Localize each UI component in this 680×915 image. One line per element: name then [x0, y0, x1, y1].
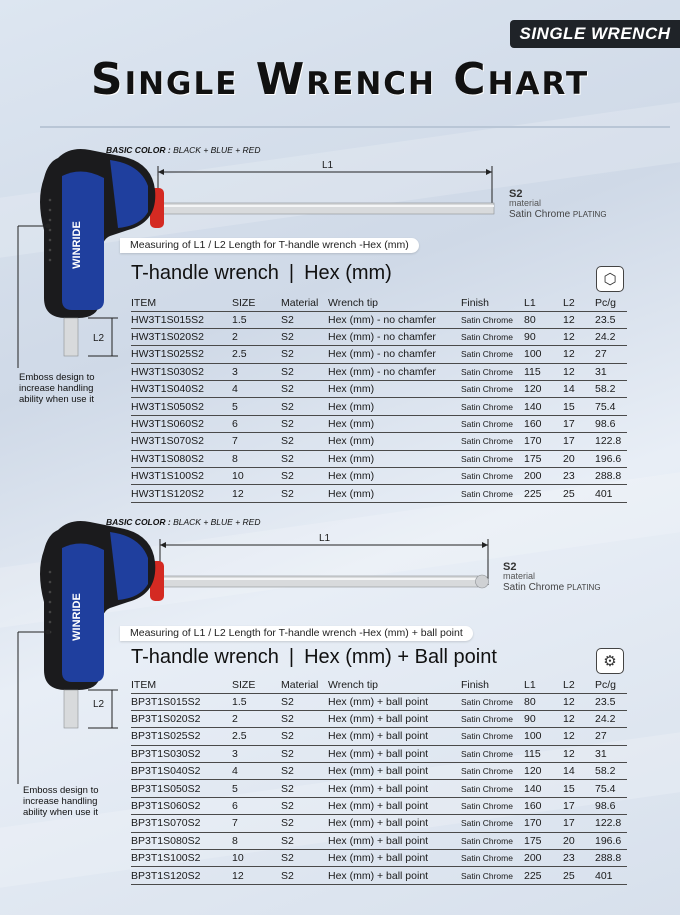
wrench-tip-cell: Hex (mm) + ball point [328, 745, 461, 762]
item-code-cell: HW3T1S060S2 [131, 415, 232, 432]
l1-length-cell: 120 [524, 381, 563, 398]
spec-table-ball-point [131, 677, 627, 885]
weight-cell: 98.6 [595, 415, 627, 432]
l1-length-cell: 115 [524, 363, 563, 380]
weight-cell: 288.8 [595, 468, 627, 485]
section-title: T-handle wrench | Hex (mm) [131, 262, 392, 284]
col-header: SIZE [232, 677, 281, 693]
l2-dimension-label: L2 [93, 699, 105, 710]
weight-cell: 27 [595, 728, 627, 745]
finish-cell: Satin Chrome [461, 710, 524, 727]
size-cell: 2.5 [232, 346, 281, 363]
l1-length-cell: 120 [524, 763, 563, 780]
item-code-cell: HW3T1S015S2 [131, 311, 232, 328]
item-code-cell: BP3T1S080S2 [131, 832, 232, 849]
col-header: L2 [563, 677, 595, 693]
section-title: T-handle wrench | Hex (mm) + Ball point [131, 646, 497, 668]
l2-length-cell: 17 [563, 433, 595, 450]
finish-cell: Satin Chrome [461, 485, 524, 502]
finish-cell: Satin Chrome [461, 346, 524, 363]
material-cell: S2 [281, 346, 328, 363]
wrench-tip-cell: Hex (mm) [328, 450, 461, 467]
material-cell: S2 [281, 867, 328, 884]
wrench-tip-cell: Hex (mm) + ball point [328, 832, 461, 849]
l2-length-cell: 25 [563, 485, 595, 502]
l1-length-cell: 175 [524, 450, 563, 467]
finish-cell: Satin Chrome [461, 867, 524, 884]
wrench-tip-cell: Hex (mm) + ball point [328, 815, 461, 832]
l2-length-cell: 17 [563, 815, 595, 832]
l1-length-cell: 160 [524, 415, 563, 432]
table-row [131, 815, 627, 832]
weight-cell: 58.2 [595, 763, 627, 780]
wrench-tip-cell: Hex (mm) [328, 433, 461, 450]
weight-cell: 401 [595, 485, 627, 502]
wrench-tip-cell: Hex (mm) + ball point [328, 797, 461, 814]
finish-cell: Satin Chrome [461, 328, 524, 345]
finish-cell: Satin Chrome [461, 745, 524, 762]
material-cell: S2 [281, 832, 328, 849]
wrench-tip-cell: Hex (mm) [328, 468, 461, 485]
item-code-cell: HW3T1S120S2 [131, 485, 232, 502]
size-cell: 5 [232, 780, 281, 797]
l2-length-cell: 12 [563, 710, 595, 727]
l1-dimension-label: L1 [319, 533, 331, 544]
table-header-row [131, 677, 627, 693]
finish-cell: Satin Chrome [461, 433, 524, 450]
l2-length-cell: 17 [563, 797, 595, 814]
item-code-cell: HW3T1S040S2 [131, 381, 232, 398]
emboss-note: Emboss design to increase handling ability when use it [23, 785, 99, 818]
hex-tip-icon: ⬡ [596, 266, 624, 292]
size-cell: 7 [232, 815, 281, 832]
col-header: SIZE [232, 295, 281, 311]
material-cell: S2 [281, 381, 328, 398]
l1-length-cell: 200 [524, 850, 563, 867]
weight-cell: 122.8 [595, 433, 627, 450]
wrench-tip-cell: Hex (mm) + ball point [328, 867, 461, 884]
l2-length-cell: 12 [563, 363, 595, 380]
l1-length-cell: 225 [524, 485, 563, 502]
size-cell: 12 [232, 867, 281, 884]
table-row [131, 763, 627, 780]
col-header: Pc/g [595, 677, 627, 693]
wrench-tip-cell: Hex (mm) - no chamfer [328, 328, 461, 345]
weight-cell: 23.5 [595, 693, 627, 710]
weight-cell: 401 [595, 867, 627, 884]
wrench-tip-cell: Hex (mm) - no chamfer [328, 311, 461, 328]
item-code-cell: BP3T1S040S2 [131, 763, 232, 780]
finish-cell: Satin Chrome [461, 468, 524, 485]
l1-length-cell: 90 [524, 328, 563, 345]
material-cell: S2 [281, 780, 328, 797]
l1-length-cell: 90 [524, 710, 563, 727]
l2-length-cell: 20 [563, 450, 595, 467]
material-cell: S2 [281, 328, 328, 345]
col-header: Wrench tip [328, 295, 461, 311]
size-cell: 1.5 [232, 311, 281, 328]
wrench-tip-cell: Hex (mm) [328, 485, 461, 502]
finish-cell: Satin Chrome [461, 311, 524, 328]
l2-length-cell: 14 [563, 381, 595, 398]
col-header: Pc/g [595, 295, 627, 311]
measurement-caption: Measuring of L1 / L2 Length for T-handle wrench -Hex (mm) [120, 238, 419, 253]
weight-cell: 98.6 [595, 797, 627, 814]
item-code-cell: HW3T1S070S2 [131, 433, 232, 450]
l1-length-cell: 100 [524, 728, 563, 745]
weight-cell: 196.6 [595, 450, 627, 467]
material-cell: S2 [281, 485, 328, 502]
item-code-cell: BP3T1S015S2 [131, 693, 232, 710]
l1-length-cell: 200 [524, 468, 563, 485]
table-row [131, 693, 627, 710]
finish-cell: Satin Chrome [461, 797, 524, 814]
size-cell: 3 [232, 363, 281, 380]
material-badge: S2 material [503, 561, 536, 581]
size-cell: 10 [232, 468, 281, 485]
weight-cell: 23.5 [595, 311, 627, 328]
col-header: ITEM [131, 677, 232, 693]
material-cell: S2 [281, 468, 328, 485]
basic-color-note: BASIC COLOR : BLACK + BLUE + RED [106, 517, 261, 527]
size-cell: 2 [232, 328, 281, 345]
material-cell: S2 [281, 450, 328, 467]
table-row [131, 850, 627, 867]
finish-cell: Satin Chrome [461, 763, 524, 780]
size-cell: 4 [232, 381, 281, 398]
col-header: L1 [524, 295, 563, 311]
finish-cell: Satin Chrome [461, 398, 524, 415]
l2-length-cell: 23 [563, 850, 595, 867]
material-cell: S2 [281, 363, 328, 380]
size-cell: 12 [232, 485, 281, 502]
l2-length-cell: 12 [563, 728, 595, 745]
l1-length-cell: 115 [524, 745, 563, 762]
material-cell: S2 [281, 398, 328, 415]
l2-length-cell: 25 [563, 867, 595, 884]
col-header: ITEM [131, 295, 232, 311]
category-tag: SINGLE WRENCH [510, 20, 680, 48]
item-code-cell: BP3T1S030S2 [131, 745, 232, 762]
size-cell: 3 [232, 745, 281, 762]
size-cell: 5 [232, 398, 281, 415]
finish-cell: Satin Chrome [461, 832, 524, 849]
wrench-tip-cell: Hex (mm) + ball point [328, 728, 461, 745]
weight-cell: 75.4 [595, 398, 627, 415]
material-cell: S2 [281, 728, 328, 745]
col-header: Wrench tip [328, 677, 461, 693]
l1-length-cell: 100 [524, 346, 563, 363]
l1-length-cell: 160 [524, 797, 563, 814]
l2-length-cell: 12 [563, 346, 595, 363]
item-code-cell: HW3T1S100S2 [131, 468, 232, 485]
wrench-tip-cell: Hex (mm) + ball point [328, 780, 461, 797]
size-cell: 2.5 [232, 728, 281, 745]
wrench-tip-cell: Hex (mm) + ball point [328, 850, 461, 867]
material-cell: S2 [281, 710, 328, 727]
table-row [131, 710, 627, 727]
weight-cell: 24.2 [595, 328, 627, 345]
weight-cell: 24.2 [595, 710, 627, 727]
item-code-cell: BP3T1S070S2 [131, 815, 232, 832]
size-cell: 2 [232, 710, 281, 727]
table-row [131, 832, 627, 849]
l1-length-cell: 225 [524, 867, 563, 884]
col-header: Finish [461, 295, 524, 311]
l2-dimension-label: L2 [93, 333, 105, 344]
l2-length-cell: 15 [563, 780, 595, 797]
finish-cell: Satin Chrome [461, 693, 524, 710]
page-title: Single Wrench Chart [90, 54, 590, 105]
l2-length-cell: 20 [563, 832, 595, 849]
material-cell: S2 [281, 815, 328, 832]
table-row [131, 745, 627, 762]
weight-cell: 31 [595, 363, 627, 380]
item-code-cell: BP3T1S050S2 [131, 780, 232, 797]
wrench-tip-cell: Hex (mm) + ball point [328, 693, 461, 710]
l2-length-cell: 17 [563, 415, 595, 432]
weight-cell: 31 [595, 745, 627, 762]
size-cell: 8 [232, 832, 281, 849]
item-code-cell: BP3T1S020S2 [131, 710, 232, 727]
material-badge: S2 material [509, 188, 542, 208]
measurement-caption: Measuring of L1 / L2 Length for T-handle wrench -Hex (mm) + ball point [120, 626, 473, 641]
finish-cell: Satin Chrome [461, 815, 524, 832]
col-header: Finish [461, 677, 524, 693]
col-header: L1 [524, 677, 563, 693]
item-code-cell: HW3T1S025S2 [131, 346, 232, 363]
wrench-tip-cell: Hex (mm) + ball point [328, 710, 461, 727]
weight-cell: 27 [595, 346, 627, 363]
l1-length-cell: 140 [524, 780, 563, 797]
material-cell: S2 [281, 433, 328, 450]
l2-length-cell: 12 [563, 311, 595, 328]
l2-length-cell: 23 [563, 468, 595, 485]
l1-length-cell: 175 [524, 832, 563, 849]
table-row [131, 867, 627, 884]
plating-label: Satin Chrome PLATING [503, 582, 601, 593]
l2-length-cell: 14 [563, 763, 595, 780]
finish-cell: Satin Chrome [461, 363, 524, 380]
table-row [131, 797, 627, 814]
finish-cell: Satin Chrome [461, 450, 524, 467]
size-cell: 1.5 [232, 693, 281, 710]
finish-cell: Satin Chrome [461, 780, 524, 797]
material-cell: S2 [281, 415, 328, 432]
wrench-tip-cell: Hex (mm) [328, 398, 461, 415]
material-cell: S2 [281, 311, 328, 328]
finish-cell: Satin Chrome [461, 415, 524, 432]
emboss-note: Emboss design to increase handling ability when use it [19, 372, 95, 405]
item-code-cell: HW3T1S080S2 [131, 450, 232, 467]
l1-length-cell: 170 [524, 815, 563, 832]
weight-cell: 122.8 [595, 815, 627, 832]
finish-cell: Satin Chrome [461, 850, 524, 867]
wrench-tip-cell: Hex (mm) - no chamfer [328, 346, 461, 363]
l1-length-cell: 170 [524, 433, 563, 450]
item-code-cell: BP3T1S060S2 [131, 797, 232, 814]
item-code-cell: HW3T1S050S2 [131, 398, 232, 415]
size-cell: 10 [232, 850, 281, 867]
basic-color-note: BASIC COLOR : BLACK + BLUE + RED [106, 145, 261, 155]
l2-length-cell: 12 [563, 693, 595, 710]
size-cell: 4 [232, 763, 281, 780]
l1-dimension-label: L1 [322, 160, 334, 171]
table-row [131, 780, 627, 797]
plating-label: Satin Chrome PLATING [509, 209, 607, 220]
material-cell: S2 [281, 850, 328, 867]
weight-cell: 196.6 [595, 832, 627, 849]
wrench-tip-cell: Hex (mm) [328, 381, 461, 398]
item-code-cell: HW3T1S020S2 [131, 328, 232, 345]
finish-cell: Satin Chrome [461, 381, 524, 398]
material-cell: S2 [281, 763, 328, 780]
finish-cell: Satin Chrome [461, 728, 524, 745]
material-cell: S2 [281, 797, 328, 814]
wrench-tip-cell: Hex (mm) [328, 415, 461, 432]
weight-cell: 288.8 [595, 850, 627, 867]
col-header: L2 [563, 295, 595, 311]
size-cell: 7 [232, 433, 281, 450]
l1-length-cell: 140 [524, 398, 563, 415]
item-code-cell: BP3T1S100S2 [131, 850, 232, 867]
brand-logo: WINRIDE [71, 593, 83, 641]
l2-length-cell: 15 [563, 398, 595, 415]
size-cell: 8 [232, 450, 281, 467]
l1-length-cell: 80 [524, 311, 563, 328]
l1-length-cell: 80 [524, 693, 563, 710]
table-row [131, 728, 627, 745]
brand-logo: WINRIDE [71, 221, 83, 269]
wrench-tip-cell: Hex (mm) - no chamfer [328, 363, 461, 380]
item-code-cell: BP3T1S120S2 [131, 867, 232, 884]
col-header: Material [281, 295, 328, 311]
l2-length-cell: 12 [563, 328, 595, 345]
item-code-cell: BP3T1S025S2 [131, 728, 232, 745]
size-cell: 6 [232, 415, 281, 432]
size-cell: 6 [232, 797, 281, 814]
wrench-tip-cell: Hex (mm) + ball point [328, 763, 461, 780]
material-cell: S2 [281, 693, 328, 710]
col-header: Material [281, 677, 328, 693]
material-cell: S2 [281, 745, 328, 762]
ball-point-tip-icon: ⚙ [596, 648, 624, 674]
l2-length-cell: 12 [563, 745, 595, 762]
weight-cell: 58.2 [595, 381, 627, 398]
weight-cell: 75.4 [595, 780, 627, 797]
item-code-cell: HW3T1S030S2 [131, 363, 232, 380]
